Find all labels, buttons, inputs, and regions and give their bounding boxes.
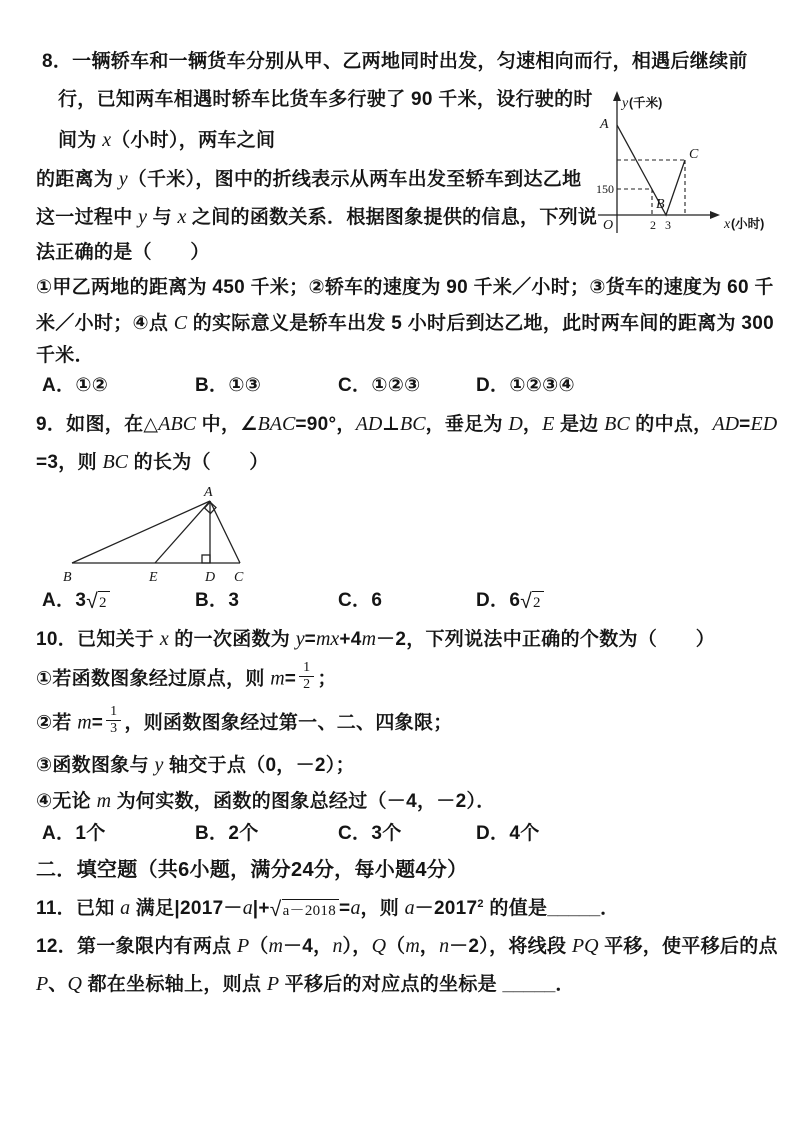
text-segment: = — [739, 414, 751, 435]
text-segment: －2，下列说法中正确的个数为（ ） — [376, 629, 715, 650]
text-segment: 平移，使平移后的点 — [598, 936, 778, 957]
text-segment: a — [404, 897, 415, 919]
text-segment: =3，则 — [36, 452, 103, 473]
text-segment: BC — [400, 413, 426, 435]
q10-item-1 — [36, 660, 337, 696]
text-segment: D — [508, 413, 523, 435]
q8-line-5 — [36, 204, 597, 231]
q10-line-1 — [36, 626, 715, 653]
q9-line-1 — [36, 411, 777, 438]
text-segment: BC — [102, 451, 129, 473]
text-segment: Q — [67, 973, 82, 995]
vertex-b-label: B — [63, 570, 72, 585]
text-segment: ③函数图象与 — [36, 755, 155, 776]
text-segment: （ — [386, 936, 406, 957]
right-angle-mark-d — [202, 555, 210, 563]
y-tick-150: 150 — [596, 182, 614, 196]
text-segment: ①若函数图象经过原点，则 — [36, 668, 271, 690]
text-segment: D．4个 — [476, 823, 540, 844]
q8-line-8 — [36, 310, 774, 337]
q9-option-b — [195, 589, 239, 614]
text-segment: m — [77, 711, 92, 734]
q8-option-d — [476, 374, 575, 399]
q8-line-6 — [36, 241, 210, 266]
text-segment: 的距离为 — [36, 169, 119, 190]
radical-sign-icon: √ — [86, 590, 99, 613]
y-axis-var-label: y — [622, 96, 629, 111]
text-segment: n — [332, 935, 343, 957]
square-root — [86, 589, 110, 612]
text-segment: 2 — [477, 898, 484, 910]
q10-option-b — [195, 822, 259, 847]
text-segment: BAC — [257, 413, 296, 435]
text-segment: ． — [555, 974, 575, 995]
section-2-header — [36, 857, 467, 883]
text-segment: 千米． — [36, 345, 94, 366]
text-segment: P — [237, 935, 250, 957]
q10-item-4 — [36, 788, 496, 815]
q10-option-c — [338, 822, 402, 847]
segment-ba — [72, 501, 210, 563]
text-segment: ）， — [342, 936, 372, 957]
text-segment: 米／小时；④点 — [36, 313, 174, 334]
text-segment: AD — [712, 413, 740, 435]
text-segment: ， — [522, 414, 543, 435]
text-segment: C．①②③ — [338, 375, 421, 396]
radicand: a－2018 — [282, 899, 339, 922]
text-segment: 的长为（ ） — [128, 452, 269, 473]
radical-sign-icon: √ — [520, 590, 533, 613]
answer-blank: _____ — [502, 974, 556, 995]
text-segment: 的中点， — [629, 414, 713, 435]
square-root — [520, 589, 544, 612]
q10-option-a — [42, 822, 106, 847]
q9-line-2 — [36, 449, 269, 476]
text-segment: （小时），两车之间 — [111, 130, 276, 151]
vertex-c-label: C — [234, 570, 244, 585]
text-segment: 都在坐标轴上，则点 — [81, 974, 267, 995]
text-segment: =90°， — [295, 414, 356, 435]
text-segment: 的实际意义是轿车出发 5 小时后到达乙地，此时两车间的距离为 300 — [187, 313, 775, 334]
text-segment: m — [405, 935, 420, 957]
q11-line-1 — [36, 895, 619, 922]
q8-option-b — [195, 374, 261, 399]
text-segment: 满足|2017－ — [130, 898, 243, 919]
text-segment: ，垂足为 — [425, 414, 509, 435]
text-segment: A．①② — [42, 375, 109, 396]
text-segment: = — [339, 898, 351, 919]
triangle-abc-figure — [48, 483, 263, 588]
text-segment: m — [268, 935, 283, 957]
text-segment: A．1个 — [42, 823, 106, 844]
text-segment: a — [120, 897, 131, 919]
origin-label: O — [603, 218, 614, 233]
x-axis-arrow-icon — [710, 211, 720, 219]
q10-item-3 — [36, 752, 355, 779]
fraction-denominator: 2 — [303, 677, 311, 693]
text-segment: = — [91, 712, 104, 734]
text-segment: ； — [317, 668, 337, 690]
point-c-label: C — [689, 147, 699, 162]
text-segment: －4， — [283, 936, 333, 957]
text-segment: PQ — [571, 935, 599, 957]
fraction-denominator: 3 — [110, 721, 118, 737]
radicand: 2 — [532, 591, 544, 614]
q8-option-c — [338, 374, 420, 399]
text-segment: y — [138, 206, 147, 228]
q8-line-2 — [58, 88, 593, 113]
text-segment: m — [270, 667, 285, 690]
text-segment: |+ — [252, 898, 270, 919]
text-segment: －2017 — [414, 898, 478, 919]
fraction-numerator: 1 — [106, 704, 121, 721]
q12-line-2 — [36, 971, 575, 998]
text-segment: 12．第一象限内有两点 — [36, 936, 238, 957]
fraction — [106, 704, 121, 737]
text-segment: E — [542, 413, 555, 435]
text-segment: 是边 — [554, 414, 605, 435]
text-segment: 间为 — [58, 130, 103, 151]
text-segment: 10．已知关于 — [36, 629, 160, 650]
text-segment: 的一次函数为 — [168, 629, 296, 650]
text-segment: （千米），图中的折线表示从两车出发至轿车到达乙地 — [127, 169, 582, 190]
point-b-label: B — [656, 197, 665, 212]
text-segment: 这一过程中 — [36, 207, 139, 228]
text-segment: ABC — [158, 413, 197, 435]
vertex-d-label: D — [205, 570, 216, 585]
y-axis-arrow-icon — [613, 91, 621, 101]
x-tick-2: 2 — [650, 218, 656, 232]
text-segment: 与 — [146, 207, 178, 228]
q9-option-d — [476, 589, 544, 614]
y-axis-unit-label: (千米) — [629, 96, 663, 110]
fraction — [299, 660, 314, 693]
text-segment: 轴交于点（0，－2）； — [163, 755, 355, 776]
text-segment: B．2个 — [195, 823, 259, 844]
vertex-e-label: E — [149, 570, 158, 585]
text-segment: ②若 — [36, 712, 78, 734]
text-segment: Q — [371, 935, 387, 957]
text-segment: m — [361, 628, 377, 650]
radicand: 2 — [98, 591, 110, 614]
text-segment: ④无论 — [36, 791, 97, 812]
fraction-numerator: 1 — [299, 660, 314, 677]
text-segment: 法正确的是（ ） — [36, 242, 210, 263]
q10-option-d — [476, 822, 540, 847]
text-segment: ①甲乙两地的距离为 450 千米；②轿车的速度为 90 千米／小时；③货车的速度为 60 千 — [36, 277, 774, 298]
text-segment: 的值是 — [483, 898, 548, 919]
text-segment: x — [177, 206, 187, 228]
q9-option-c — [338, 589, 382, 614]
q8-option-a — [42, 374, 108, 399]
text-segment: ，则 — [360, 898, 405, 919]
text-segment: 11．已知 — [36, 898, 121, 919]
radical-sign-icon: √ — [269, 898, 282, 921]
q9-option-a — [42, 589, 110, 614]
text-segment: B．①③ — [195, 375, 262, 396]
text-segment: C．6 — [338, 590, 383, 611]
segment-ea — [155, 501, 210, 563]
text-segment: 8．一辆轿车和一辆货车分别从甲、乙两地同时出发，匀速相向而行，相遇后继续前 — [42, 51, 748, 72]
function-polyline — [617, 125, 685, 215]
q8-line-1 — [42, 50, 748, 75]
x-axis-var-label: x — [724, 217, 731, 232]
text-segment: ED — [750, 413, 778, 435]
text-segment: n — [439, 935, 450, 957]
text-segment: = — [284, 668, 297, 690]
text-segment: a — [350, 897, 361, 919]
text-segment: A．3 — [42, 590, 87, 611]
text-segment: ⊥ — [382, 414, 401, 435]
segment-ac — [210, 501, 240, 563]
text-segment: ． — [600, 898, 620, 919]
square-root — [270, 897, 339, 920]
text-segment: y — [295, 628, 305, 650]
text-segment: －2），将线段 — [449, 936, 572, 957]
x-tick-3: 3 — [665, 218, 671, 232]
text-segment: 中，∠ — [196, 414, 258, 435]
text-segment: = — [304, 629, 316, 650]
text-segment: 为何实数，函数的图象总经过（－4，－2）． — [111, 791, 496, 812]
distance-time-graph-figure — [596, 87, 788, 237]
text-segment: （ — [249, 936, 269, 957]
text-segment: AD — [355, 413, 383, 435]
text-segment: P — [36, 973, 49, 995]
q8-line-9 — [36, 344, 94, 369]
q10-item-2 — [36, 704, 453, 740]
text-segment: y — [118, 168, 128, 190]
text-segment: ， — [419, 936, 440, 957]
text-segment: y — [154, 754, 164, 776]
text-segment: B．3 — [195, 590, 240, 611]
q8-line-4 — [36, 166, 581, 193]
text-segment: mx — [315, 628, 340, 650]
text-segment: ，则函数图象经过第一、二、四象限； — [124, 712, 453, 734]
text-segment: D．①②③④ — [476, 375, 575, 396]
text-segment: x — [102, 129, 112, 151]
text-segment: 之间的函数关系．根据图象提供的信息，下列说 — [186, 207, 598, 228]
text-segment: x — [159, 628, 169, 650]
text-segment: C．3个 — [338, 823, 402, 844]
q8-line-7 — [36, 276, 774, 301]
answer-blank: _____ — [547, 898, 601, 919]
text-segment: BC — [604, 413, 630, 435]
text-segment: a — [242, 897, 253, 919]
text-segment: D．6 — [476, 590, 521, 611]
text-segment: P — [266, 973, 280, 995]
text-segment: 9．如图，在△ — [36, 414, 159, 435]
text-segment: C — [173, 312, 188, 334]
x-axis-unit-label: (小时) — [731, 217, 765, 231]
vertex-a-label: A — [204, 485, 213, 500]
q8-line-3 — [58, 127, 275, 154]
point-a-label: A — [600, 117, 609, 132]
text-segment: 行，已知两车相遇时轿车比货车多行驶了 90 千米，设行驶的时 — [58, 89, 593, 110]
text-segment: m — [96, 790, 112, 812]
text-segment: +4 — [339, 629, 362, 650]
text-segment: 平移后的对应点的坐标是 — [279, 974, 503, 995]
text-segment: 、 — [48, 974, 68, 995]
text-segment: 二．填空题（共6小题，满分24分，每小题4分） — [36, 859, 468, 881]
q12-line-1 — [36, 933, 778, 960]
